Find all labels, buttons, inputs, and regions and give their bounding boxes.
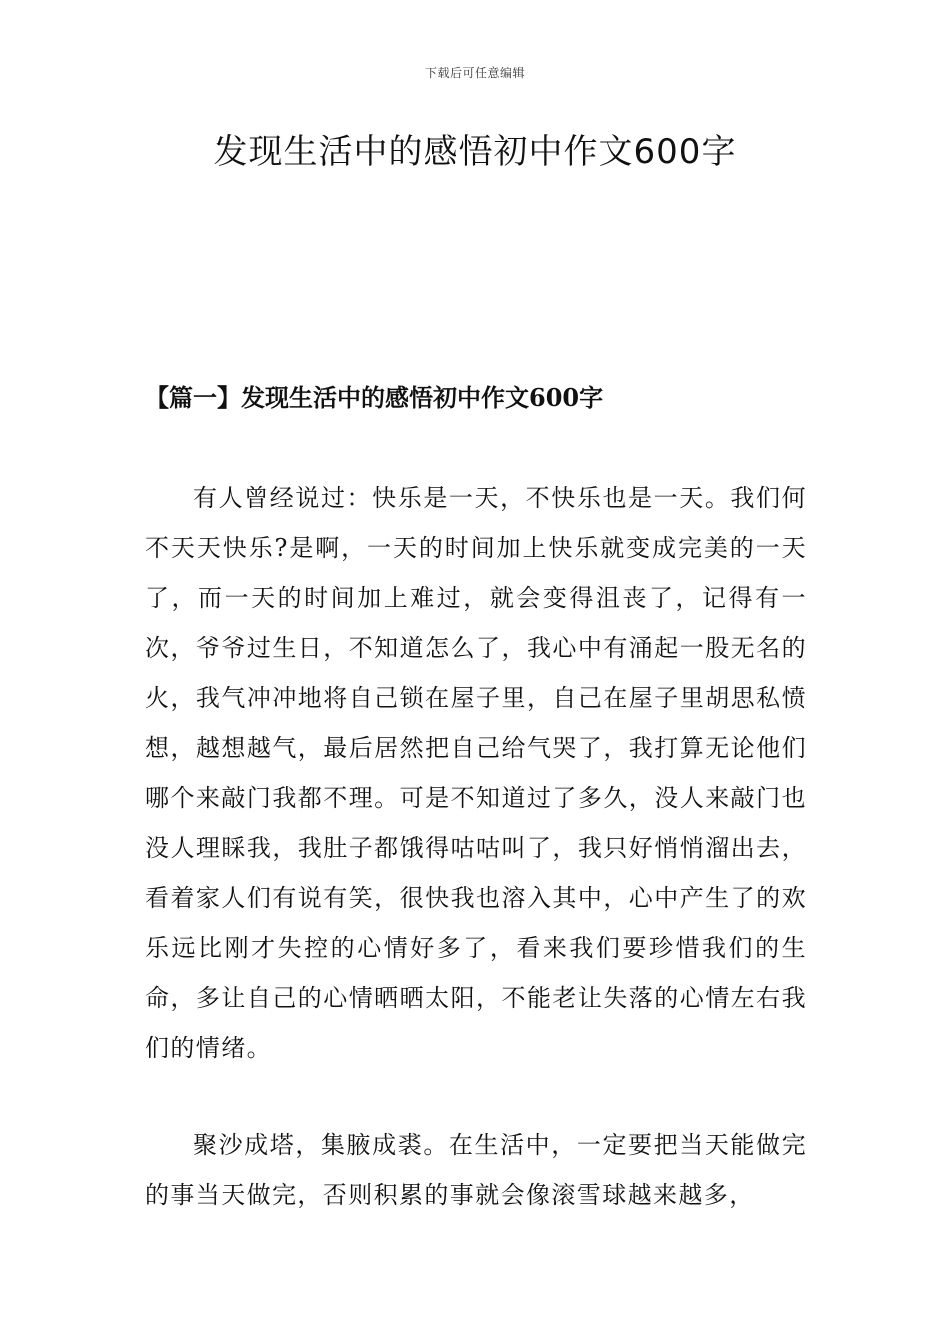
paragraph-1: 有人曾经说过：快乐是一天，不快乐也是一天。我们何不天天快乐?是啊，一天的时间加上快乐就变成完美的一天了，而一天的时间加上难过，就会变得沮丧了，记得有一次，爷爷过生日，不知道怎么了，我心中有涌起一股无名的火，我气冲冲地将自己锁在屋子里，自己在屋子里胡思私愤想，越想越气，最后居然把自己给气哭了，我打算无论他们哪个来敲门我都不理。可是不知道过了多久，没人来敲门也没人理睬我，我肚子都饿得咕咕叫了，我只好悄悄溜出去，看着家人们有说有笑，很快我也溶入其中，心中产生了的欢乐远比刚才失控的心情好多了，看来我们要珍惜我们的生命，多让自己的心情晒晒太阳，不能老让失落的心情左右我们的情绪。 bbox=[145, 484, 807, 1062]
paragraph-2: 聚沙成塔，集腋成裘。在生活中，一定要把当天能做完的事当天做完，否则积累的事就会像滚雪球越来越多， bbox=[145, 1131, 807, 1209]
paragraph-2-block bbox=[145, 1120, 807, 1220]
section-heading: 【篇一】发现生活中的感悟初中作文600字 bbox=[145, 383, 604, 412]
header-note: 下载后可任意编辑 bbox=[424, 66, 525, 80]
document-title: 发现生活中的感悟初中作文600字 bbox=[213, 132, 737, 172]
paragraph-1-block bbox=[145, 473, 807, 1073]
